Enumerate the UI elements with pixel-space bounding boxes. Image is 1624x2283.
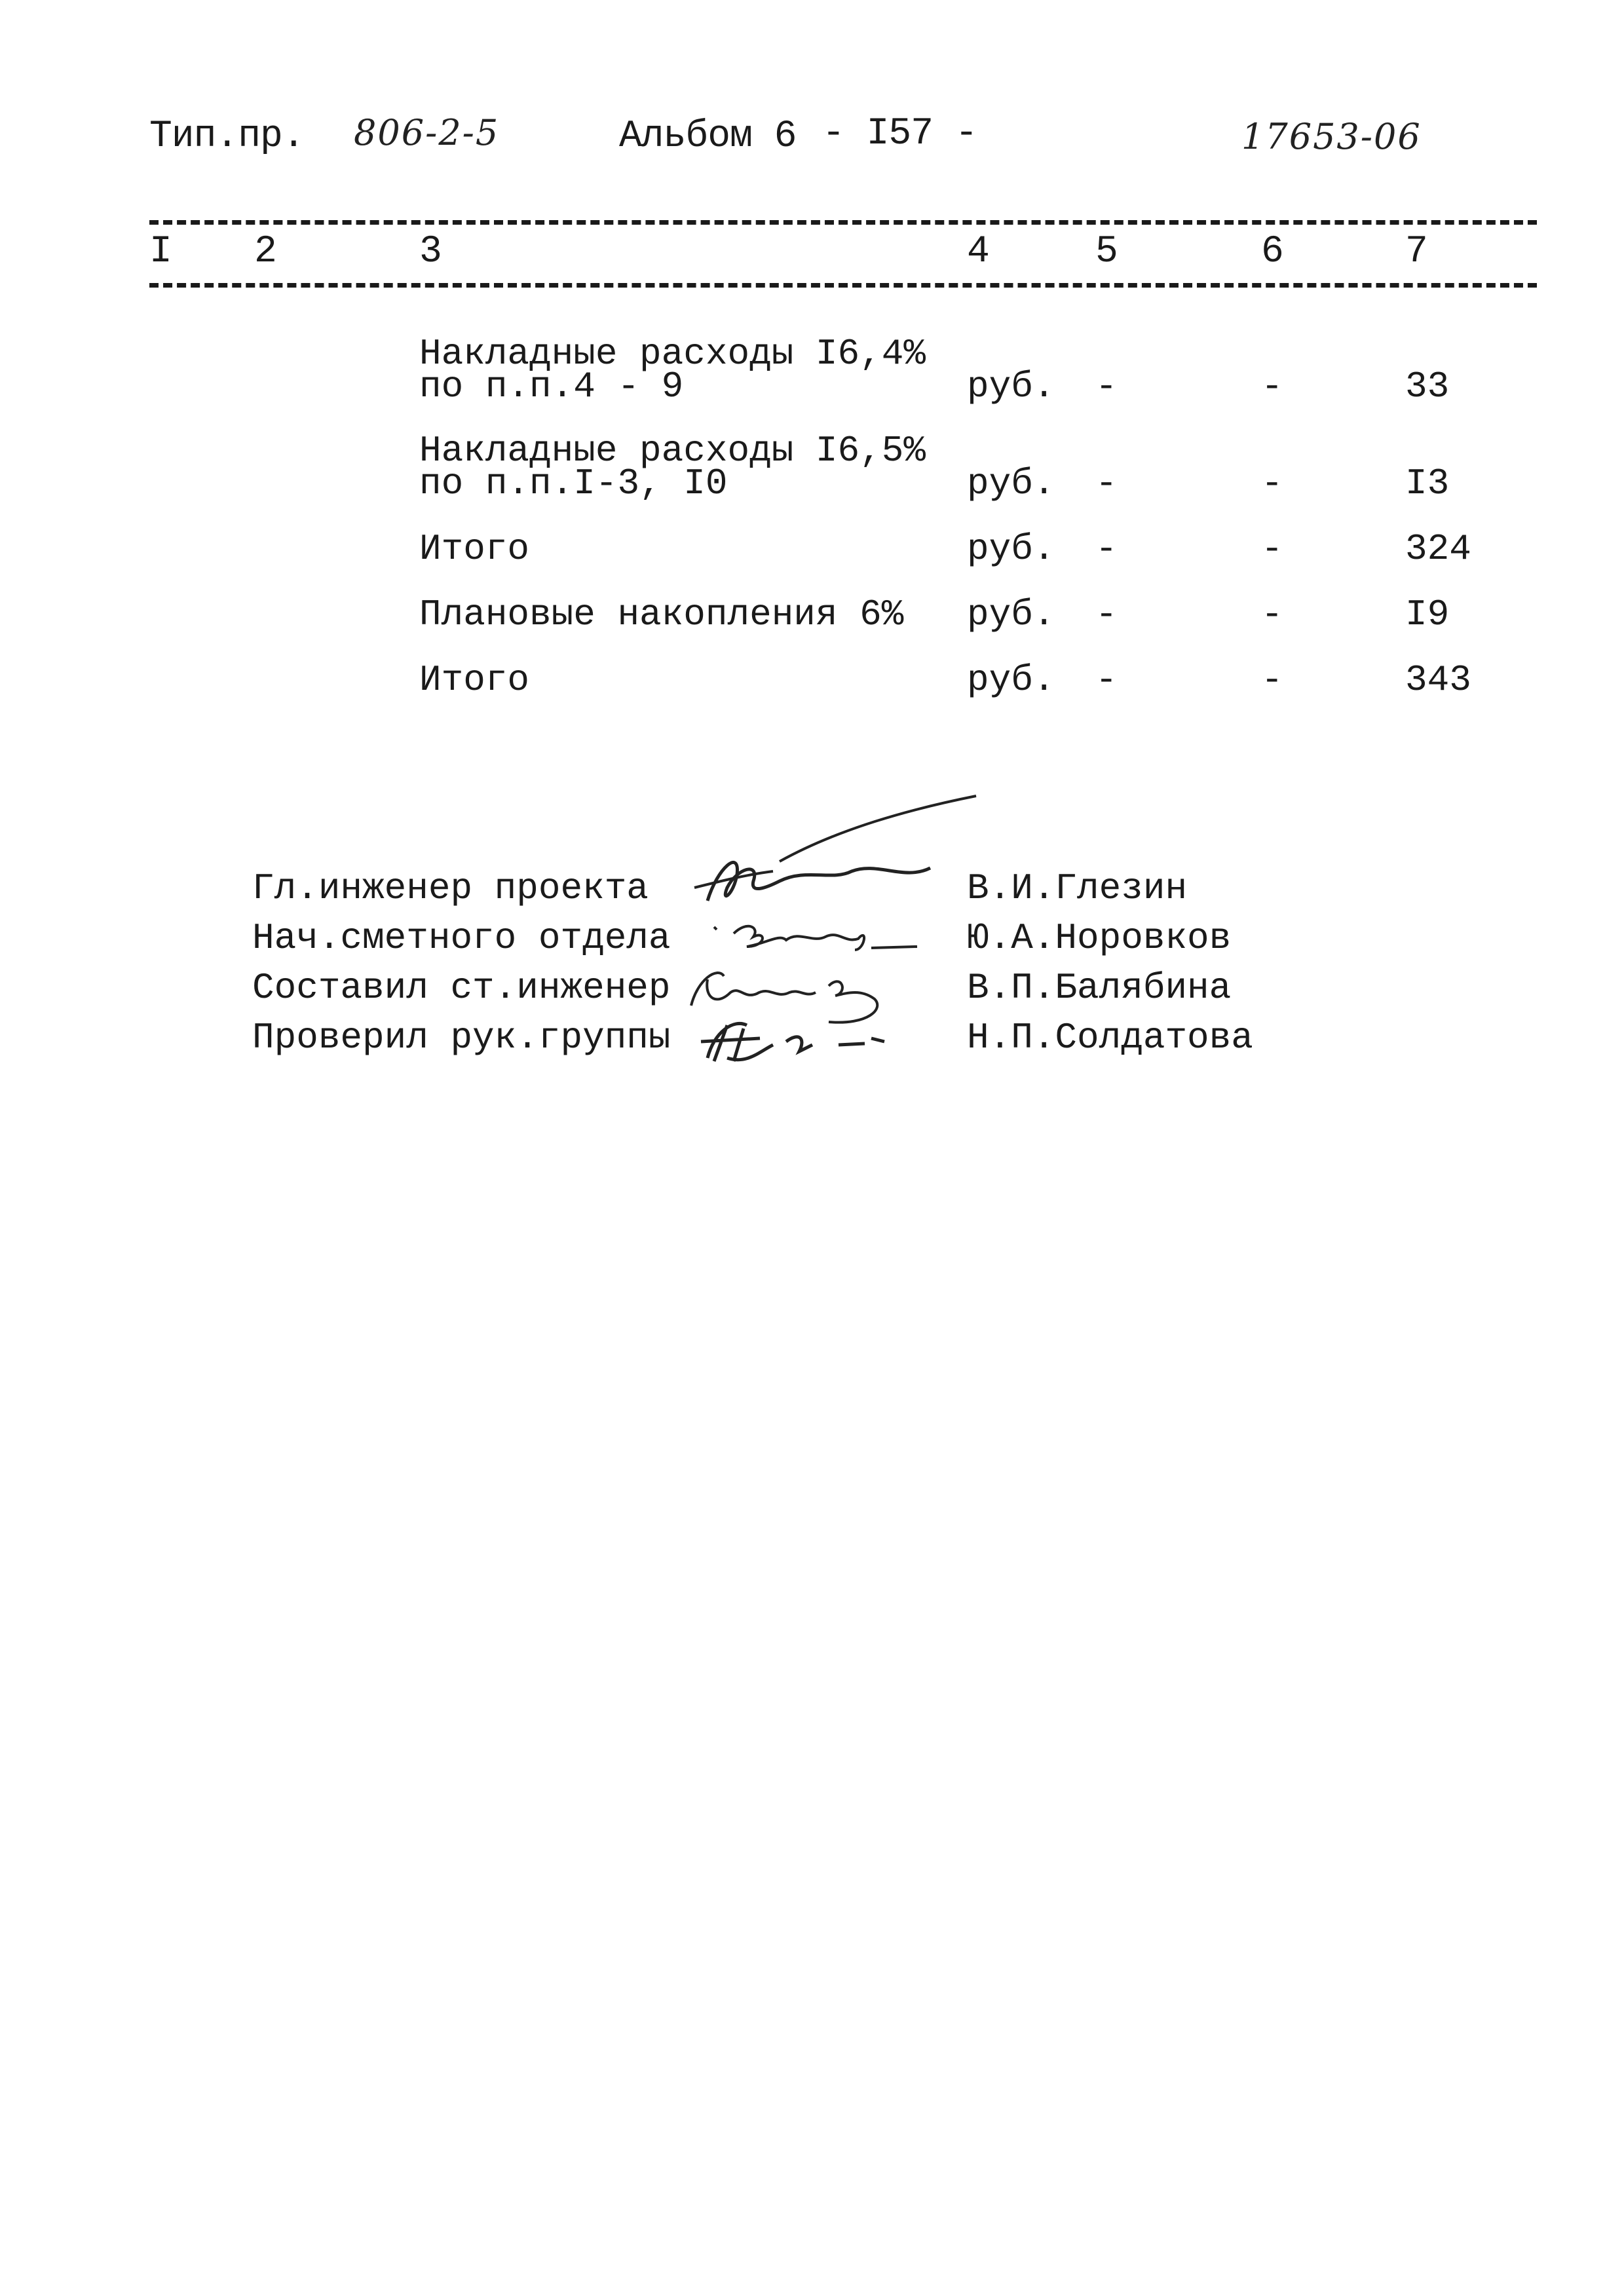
table-row-4-col5: - bbox=[1095, 594, 1118, 635]
handwritten-signature-4 bbox=[688, 1006, 904, 1071]
header-project-code: 806-2-5 bbox=[354, 112, 500, 153]
handwritten-signature-1 bbox=[681, 789, 989, 914]
signature-role-chief-engineer: Гл.инженер проекта bbox=[252, 867, 649, 909]
signature-name-4: Н.П.Солдатова bbox=[967, 1017, 1253, 1059]
table-row-5-unit: руб. bbox=[967, 659, 1055, 701]
table-row-1-col5: - bbox=[1095, 366, 1118, 407]
table-row-2-col6: - bbox=[1261, 462, 1283, 504]
table-row-3-unit: руб. bbox=[967, 528, 1055, 570]
table-row-3-desc: Итого bbox=[419, 528, 530, 570]
table-row-1-unit: руб. bbox=[967, 366, 1055, 407]
table-row-2-unit: руб. bbox=[967, 462, 1055, 504]
header-page-number: - I57 - bbox=[822, 113, 977, 155]
column-header-4: 4 bbox=[967, 231, 989, 273]
table-row-2-col5: - bbox=[1095, 462, 1118, 504]
table-row-1-desc-line2: по п.п.4 - 9 bbox=[419, 366, 684, 407]
column-header-2: 2 bbox=[254, 231, 276, 273]
table-row-3-value: 324 bbox=[1405, 528, 1471, 570]
table-row-4-col6: - bbox=[1261, 594, 1283, 635]
column-header-5: 5 bbox=[1095, 231, 1118, 273]
table-row-1-desc-line1: Накладные расходы I6,4% bbox=[419, 333, 926, 375]
table-row-2-desc-line1: Накладные расходы I6,5% bbox=[419, 430, 926, 472]
table-row-4-desc: Плановые накопления 6% bbox=[419, 594, 904, 635]
table-top-rule bbox=[149, 220, 1537, 225]
table-row-5-value: 343 bbox=[1405, 659, 1471, 701]
signature-role-estimate-head: Нач.сметного отдела bbox=[252, 917, 671, 959]
column-header-1: I bbox=[149, 231, 172, 273]
table-row-4-value: I9 bbox=[1405, 594, 1450, 635]
signature-name-3: В.П.Балябина bbox=[967, 967, 1232, 1009]
table-row-4-unit: руб. bbox=[967, 594, 1055, 635]
table-header-rule bbox=[149, 283, 1537, 288]
column-header-3: 3 bbox=[419, 231, 442, 273]
signature-name-2: Ю.А.Норовков bbox=[967, 917, 1232, 959]
handwritten-signature-2 bbox=[708, 914, 924, 960]
column-header-7: 7 bbox=[1405, 231, 1427, 273]
table-row-2-desc-line2: по п.п.I-3, I0 bbox=[419, 462, 728, 504]
signature-role-compiler: Составил ст.инженер bbox=[252, 967, 671, 1009]
signature-name-1: В.И.Глезин bbox=[967, 867, 1188, 909]
table-row-1-col6: - bbox=[1261, 366, 1283, 407]
header-doc-number: 17653-06 bbox=[1241, 116, 1422, 157]
signature-role-checker: Проверил рук.группы bbox=[252, 1017, 671, 1059]
table-row-5-desc: Итого bbox=[419, 659, 530, 701]
table-row-3-col5: - bbox=[1095, 528, 1118, 570]
header-prefix: Тип.пр. bbox=[149, 115, 305, 158]
table-row-3-col6: - bbox=[1261, 528, 1283, 570]
table-row-5-col6: - bbox=[1261, 659, 1283, 701]
header-album: Альбом 6 bbox=[619, 115, 797, 158]
column-header-6: 6 bbox=[1261, 231, 1283, 273]
table-row-1-value: 33 bbox=[1405, 366, 1450, 407]
table-row-2-value: I3 bbox=[1405, 462, 1450, 504]
table-row-5-col5: - bbox=[1095, 659, 1118, 701]
